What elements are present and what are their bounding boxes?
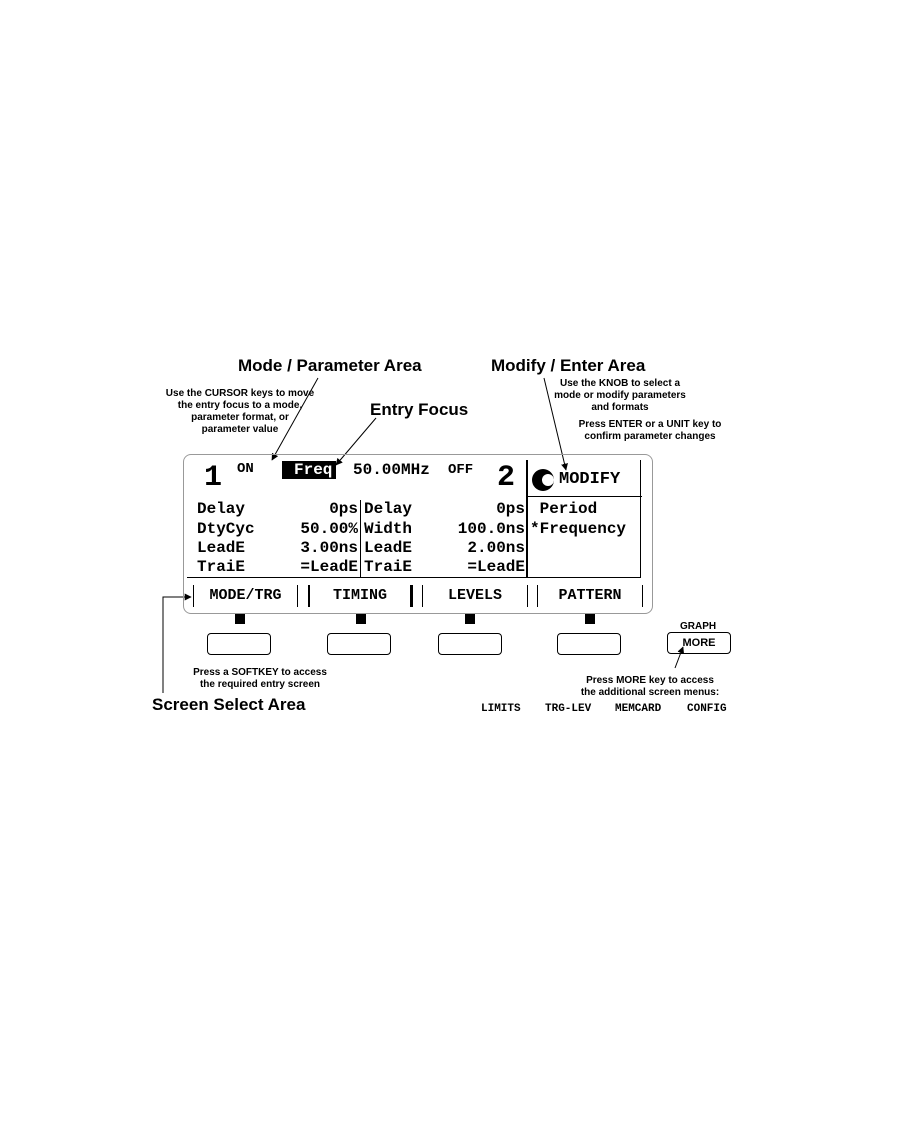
frequency-value[interactable]: 50.00MHz <box>353 461 430 479</box>
channel-1-state[interactable]: ON <box>237 461 254 477</box>
modify-right-border <box>640 460 641 577</box>
ch2-param-value[interactable]: 2.00ns <box>467 539 525 557</box>
menu-trg-lev: TRG-LEV <box>545 703 592 715</box>
modify-option-frequency[interactable]: *Frequency <box>530 520 627 538</box>
ch2-param-value[interactable]: 100.0ns <box>457 520 525 538</box>
menu-memcard: MEMCARD <box>615 703 662 715</box>
tab-levels[interactable]: LEVELS <box>422 585 528 607</box>
channel-2-state[interactable]: OFF <box>448 462 474 478</box>
mode-parameter-area-heading: Mode / Parameter Area <box>238 356 422 375</box>
ch2-param-name[interactable]: Width <box>364 520 413 538</box>
modify-label: MODIFY <box>559 470 621 489</box>
channel-2-number: 2 <box>497 461 516 495</box>
graph-shift-label: GRAPH <box>680 621 717 632</box>
tab-bar-line <box>187 577 641 578</box>
ch1-param-name[interactable]: Delay <box>197 500 246 518</box>
knob-icon <box>531 468 555 492</box>
more-note: Press MORE key to access the additional screen menus: <box>580 675 720 698</box>
modify-option-period[interactable]: Period <box>530 500 598 518</box>
softkey-note: Press a SOFTKEY to access the required entry screen <box>193 667 327 690</box>
softkey-2-led <box>356 614 366 624</box>
menu-limits: LIMITS <box>481 703 521 715</box>
ch2-param-value[interactable]: =LeadE <box>467 558 525 576</box>
ch2-param-name[interactable]: TraiE <box>364 558 413 576</box>
ch2-param-value[interactable]: 0ps <box>496 500 525 518</box>
modify-header-underline <box>527 496 642 497</box>
softkey-4-led <box>585 614 595 624</box>
enter-note: Press ENTER or a UNIT key to confirm parameter changes <box>578 419 722 442</box>
cursor-note: Use the CURSOR keys to move the entry focus to a mode, parameter format, or parameter value <box>165 388 315 435</box>
softkey-3-led <box>465 614 475 624</box>
channel-divider <box>360 500 361 577</box>
softkey-4[interactable] <box>557 633 621 655</box>
ch1-param-value[interactable]: 3.00ns <box>300 539 358 557</box>
softkey-1[interactable] <box>207 633 271 655</box>
entry-focus-heading: Entry Focus <box>370 400 469 419</box>
tab-mode-trg[interactable]: MODE/TRG <box>193 585 298 607</box>
modify-enter-area-heading: Modify / Enter Area <box>491 356 646 375</box>
tab-timing[interactable]: TIMING <box>308 585 413 607</box>
ch2-param-name[interactable]: LeadE <box>364 539 413 557</box>
softkey-3[interactable] <box>438 633 502 655</box>
tab-pattern[interactable]: PATTERN <box>537 585 643 607</box>
more-key[interactable]: MORE <box>667 632 731 654</box>
ch1-param-value[interactable]: =LeadE <box>300 558 358 576</box>
ch1-param-name[interactable]: DtyCyc <box>197 520 255 538</box>
ch1-param-value[interactable]: 50.00% <box>300 520 358 538</box>
ch1-param-name[interactable]: LeadE <box>197 539 246 557</box>
ch2-param-name[interactable]: Delay <box>364 500 413 518</box>
modify-divider <box>526 460 528 577</box>
ch1-param-value[interactable]: 0ps <box>329 500 358 518</box>
softkey-1-led <box>235 614 245 624</box>
channel-1-number: 1 <box>204 461 223 495</box>
softkey-2[interactable] <box>327 633 391 655</box>
entry-focus-field[interactable]: Freq <box>282 461 336 479</box>
screen-select-area-heading: Screen Select Area <box>152 695 306 714</box>
menu-config: CONFIG <box>687 703 727 715</box>
ch1-param-name[interactable]: TraiE <box>197 558 246 576</box>
knob-note: Use the KNOB to select a mode or modify parameters and formats <box>554 378 686 413</box>
